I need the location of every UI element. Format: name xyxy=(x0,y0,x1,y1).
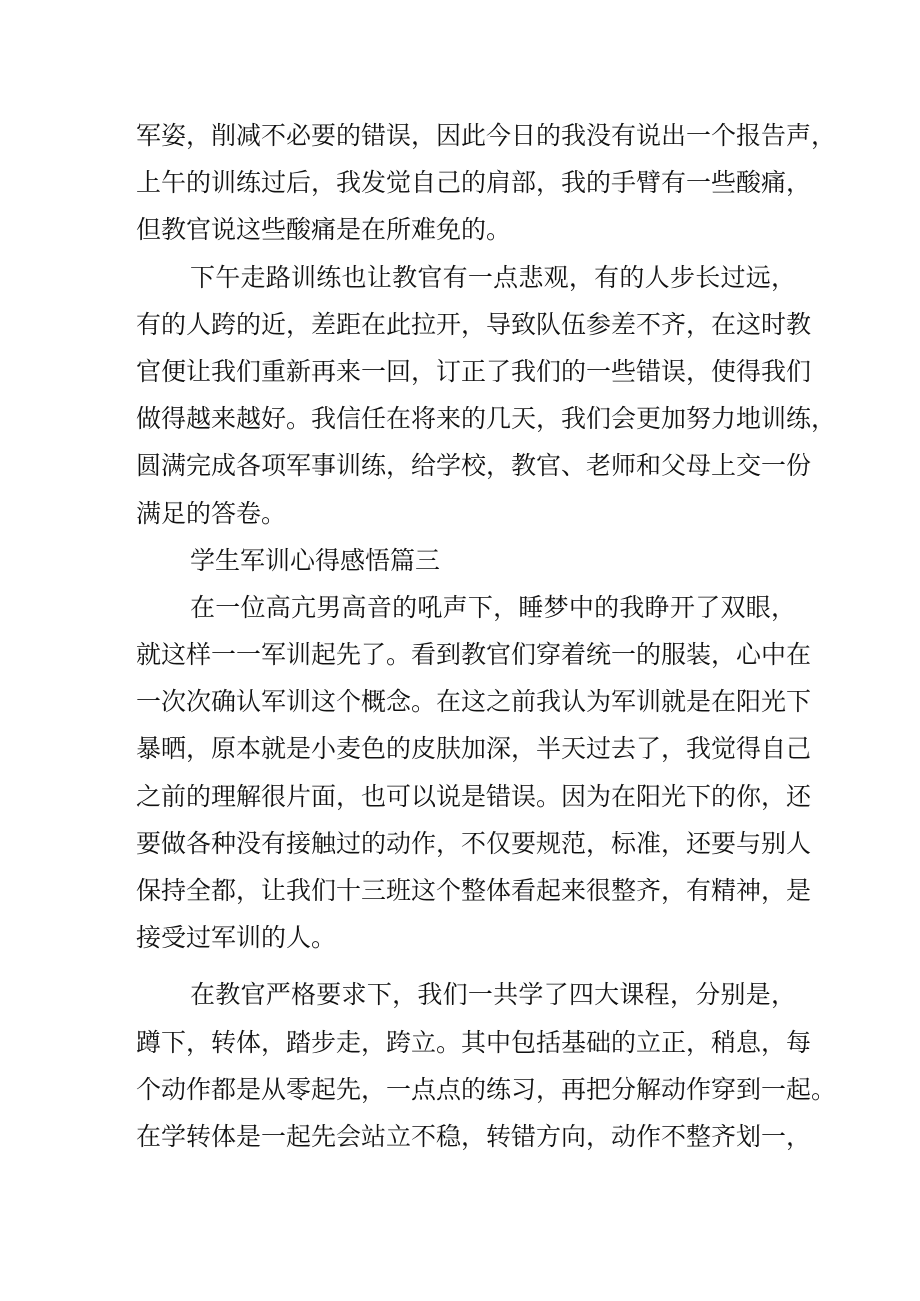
text-line: 但教官说这些酸痛是在所难免的。 xyxy=(136,215,512,245)
text-line: 官便让我们重新再来一回，订正了我们的一些错误，使得我们 xyxy=(136,356,812,386)
text-line: 在学转体是一起先会站立不稳，转错方向，动作不整齐划一， xyxy=(136,1121,812,1151)
text-line: 接受过军训的人。 xyxy=(136,923,337,953)
text-line: 满足的答卷。 xyxy=(136,498,287,528)
text-line: 蹲下，转体，踏步走，跨立。其中包括基础的立正，稍息，每 xyxy=(136,1027,812,1057)
text-line: 在一位高亢男高音的吼声下，睡梦中的我睁开了双眼， xyxy=(190,592,796,622)
text-line: 有的人跨的近，差距在此拉开，导致队伍参差不齐，在这时教 xyxy=(136,309,812,339)
text-line: 军姿，削减不必要的错误，因此今日的我没有说出一个报告声， xyxy=(136,121,837,150)
text-line: 保持全都，让我们十三班这个整体看起来很整齐，有精神，是 xyxy=(136,876,812,905)
text-line: 就这样一一军训起先了。看到教官们穿着统一的服装，心中在 xyxy=(136,640,812,670)
paragraph-spacer xyxy=(136,961,796,971)
text-line: 暴晒，原本就是小麦色的皮肤加深，半天过去了，我觉得自己 xyxy=(136,734,812,764)
text-line: 下午走路训练也让教官有一点悲观，有的人步长过远， xyxy=(190,262,796,292)
text-line: 一次次确认军训这个概念。在这之前我认为军训就是在阳光下 xyxy=(136,687,812,717)
text-line: 做得越来越好。我信任在将来的几天，我们会更加努力地训练， xyxy=(136,404,837,434)
text-line: 圆满完成各项军事训练，给学校，教官、老师和父母上交一份 xyxy=(136,451,812,481)
text-line: 上午的训练过后，我发觉自己的肩部，我的手臂有一些酸痛， xyxy=(136,168,812,198)
text-line: 在教官严格要求下，我们一共学了四大课程，分别是， xyxy=(190,980,796,1010)
paragraph-2 xyxy=(136,254,837,537)
text-line: 之前的理解很片面，也可以说是错误。因为在阳光下的你，还 xyxy=(136,781,812,811)
paragraph-4 xyxy=(136,971,837,1160)
text-line: 要做各种没有接触过的动作，不仅要规范，标准，还要与别人 xyxy=(136,828,812,858)
section-heading: 学生军训心得感悟篇三 xyxy=(190,545,441,575)
text-line: 个动作都是从零起先，一点点的练习，再把分解动作穿到一起。 xyxy=(136,1074,837,1104)
paragraph-1 xyxy=(136,112,837,254)
paragraph-3 xyxy=(136,584,812,962)
document-body xyxy=(136,112,837,1160)
